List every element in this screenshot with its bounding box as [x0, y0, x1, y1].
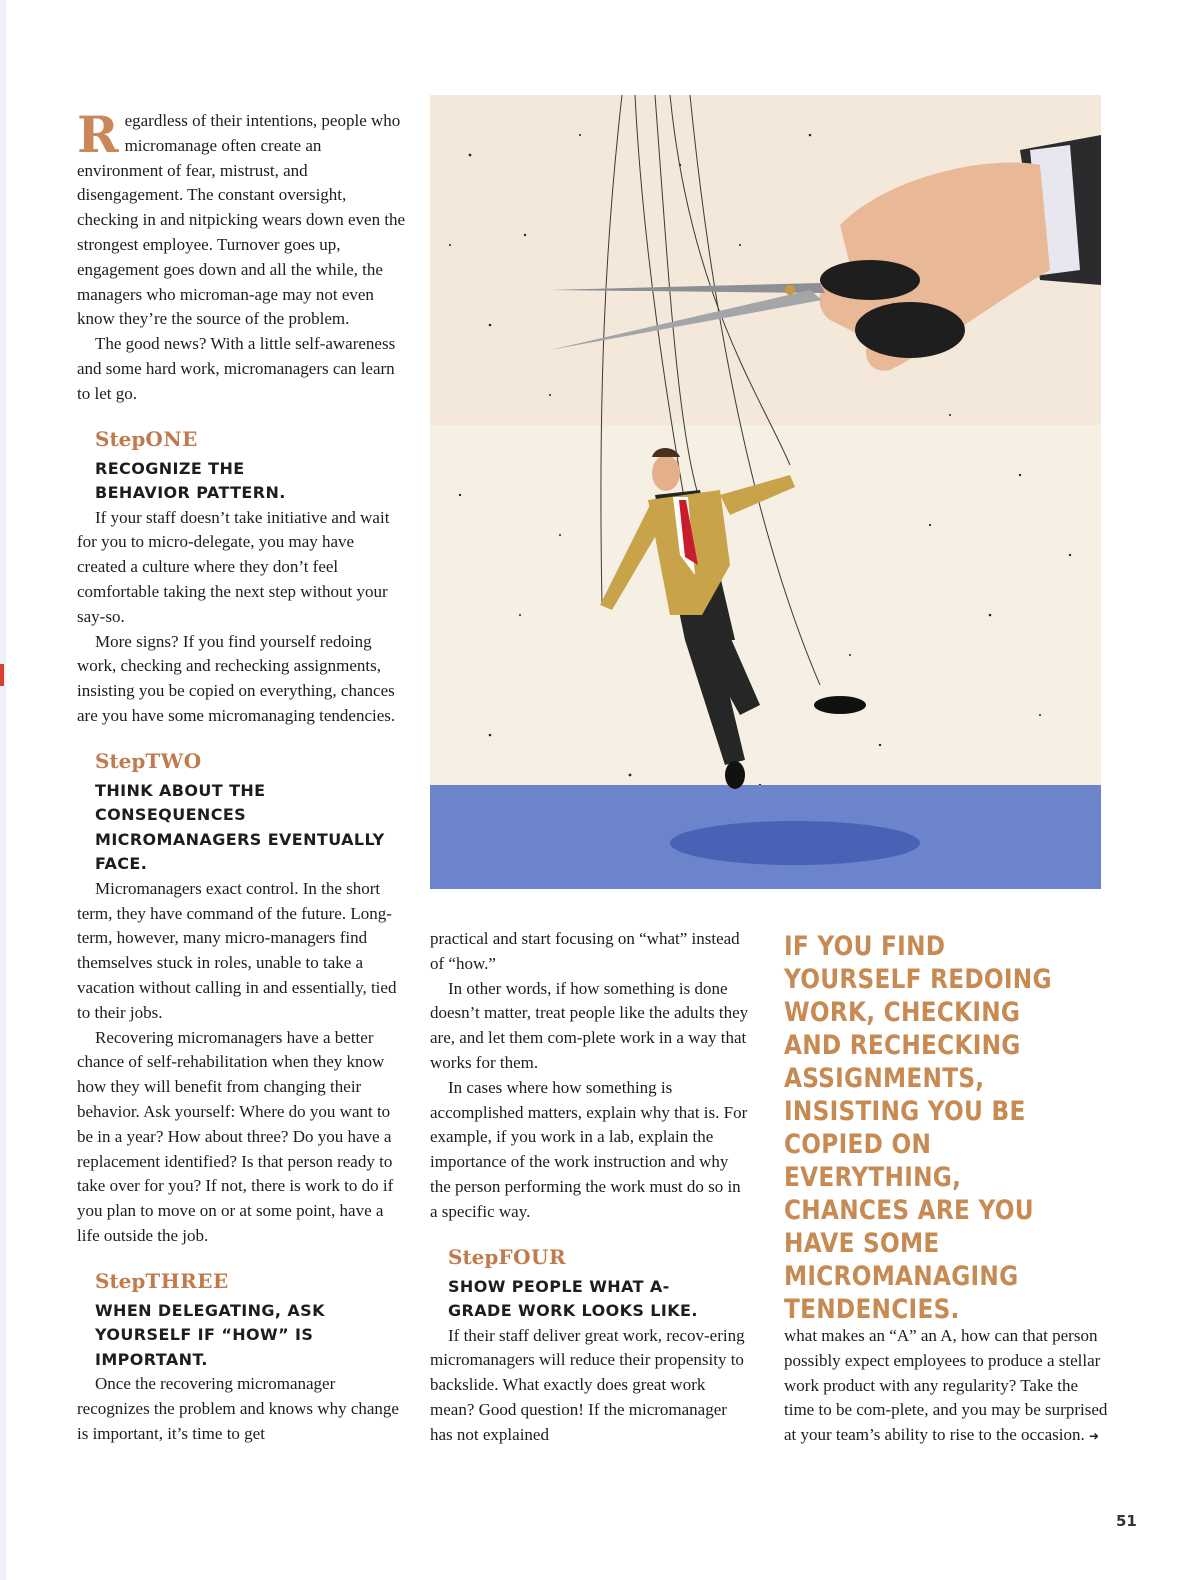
- pull-quote: IF YOU FIND YOURSELF REDOING WORK, CHECKING AND RECHECKING ASSIGNMENTS, INSISTING YOU BE COPIED ON EVERYTHING, CHANCES ARE YOU HAVE SOME MICROMANAGING TENDENCIES.: [784, 931, 1052, 1325]
- marionette-scissors-illustration: [430, 95, 1101, 889]
- step-two-paragraph-1: Micromanagers exact control. In the short term, they have command of the future. Long-term, however, many micro-managers find themselves stuck in roles, unable to take a vacation without calling in and essentially, tied to their jobs.: [77, 878, 397, 1022]
- page-edge-marker: [0, 664, 4, 686]
- step-four-paragraph: If their staff deliver great work, recov-ering micromanagers will reduce their propensity to backslide. What exactly does great work mean? Good question! If the micromanager has not explained: [430, 1325, 745, 1444]
- step-two-paragraph-2: Recovering micromanagers have a better chance of self-rehabilitation when they know how they will benefit from changing their behavior. Ask yourself: Where do you want to be in a year? How about three? Do you have a replacement identified? Is that person ready to take over for you? If not, there is work to do if you plan to move on or at some point, have a life outside the job.: [77, 1027, 394, 1245]
- drop-cap: R: [77, 105, 119, 164]
- step-four-title: SHOW PEOPLE WHAT A-GRADE WORK LOOKS LIKE.: [448, 1276, 698, 1321]
- continue-arrow-icon: ➜: [1088, 1429, 1100, 1444]
- column-1: [77, 105, 407, 1447]
- intro-lead-text: egardless of their intentions, people who micromanage often create an environment of fear, mistrust, and disengagement. The constant oversight, checking in and nitpicking wears down even the strongest employee. Turnover goes up, engagement goes down and all the while, the managers who microman-age may not even know they’re the source of the problem.: [77, 111, 406, 329]
- column-2-paragraph-2: In other words, if how something is done doesn’t matter, treat people like the adults they are, and let them com-plete work in a way that works for them.: [430, 978, 749, 1072]
- step-three-title: WHEN DELEGATING, ASK YOURSELF IF “HOW” IS IMPORTANT.: [95, 1300, 325, 1369]
- step-three-label: StepTHREE: [95, 1268, 229, 1293]
- step-one-paragraph-2: More signs? If you find yourself redoing work, checking and rechecking assignments, insisting you be copied on everything, chances are you have some micromanaging tendencies.: [77, 631, 396, 725]
- intro-paragraph: [77, 105, 407, 332]
- intro-paragraph-2: The good news? With a little self-awareness and some hard work, micromanagers can learn to let go.: [77, 334, 396, 403]
- step-four-label: StepFOUR: [448, 1244, 567, 1269]
- step-two-label: StepTWO: [95, 748, 202, 773]
- column-3: [784, 1324, 1108, 1449]
- step-one-paragraph-1: If your staff doesn’t take initiative and wait for you to micro-delegate, you may have created a culture where they don’t feel comfortable taking the next step without your say-so.: [77, 507, 390, 626]
- page-edge: [0, 0, 6, 1580]
- step-one-label: StepONE: [95, 426, 198, 451]
- column-2-paragraph-1: practical and start focusing on “what” instead of “how.”: [430, 929, 740, 973]
- page-number: 51: [1116, 1512, 1137, 1530]
- step-two-title: THINK ABOUT THE CONSEQUENCES MICROMANAGERS EVENTUALLY FACE.: [95, 780, 385, 874]
- step-three-paragraph-1: Once the recovering micromanager recognizes the problem and knows why change is important, it’s time to get: [77, 1374, 399, 1443]
- column-2-paragraph-3: In cases where how something is accomplished matters, explain why that is. For example, if you work in a lab, explain the importance of the work instruction and why the person performing the work must do so in a specific way.: [430, 1077, 748, 1221]
- column-3-paragraph: what makes an “A” an A, how can that person possibly expect employees to produce a stellar work product with any regularity? Take the time to be com-plete, and you may be surprised at your team’s ability to rise to the occasion. ➜: [784, 1326, 1108, 1445]
- column-2: [430, 927, 752, 1448]
- step-one-title: RECOGNIZE THE BEHAVIOR PATTERN.: [95, 458, 286, 503]
